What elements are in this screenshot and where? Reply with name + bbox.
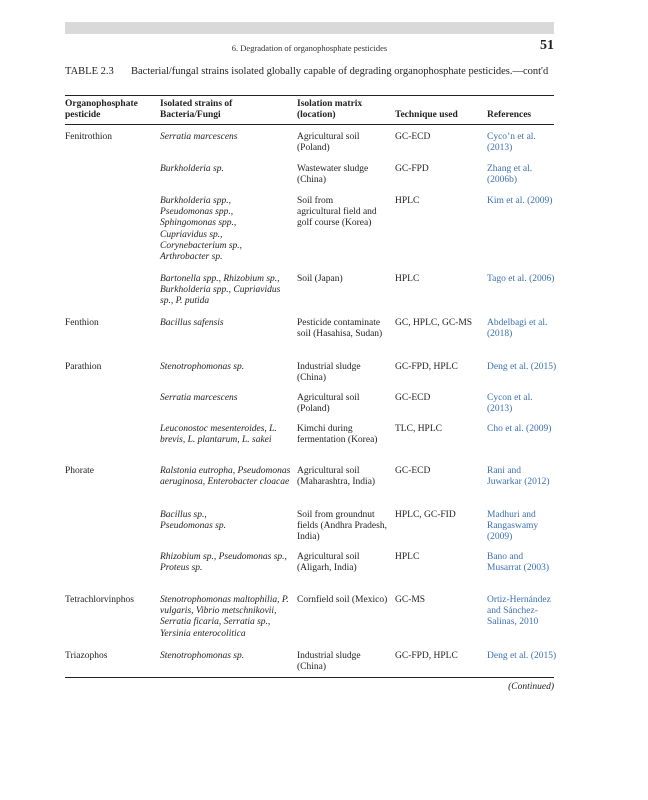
cell-matrix: Soil from groundnut fields (Andhra Pradesh, India) — [297, 510, 387, 543]
running-head — [65, 38, 554, 57]
cell-technique: GC, HPLC, GC-MS — [395, 318, 473, 328]
cell-strains: Stenotrophomonas maltophilia, P. vulgaris, Vibrio metschnikovii, Serratia ficaria, Serratia sp., Yersinia enterocolitica — [160, 595, 289, 639]
cell-strains: Leuconostoc mesenteroides, L. brevis, L. plantarum, L. sakei — [160, 424, 277, 446]
cell-strains: Serratia marcescens — [160, 393, 238, 403]
cell-pesticide: Tetrachlorvinphos — [65, 595, 134, 605]
cell-matrix: Soil from agricultural field and golf course (Korea) — [297, 196, 377, 229]
cell-strains: Bartonella spp., Rhizobium sp., Burkholderia spp., Cupriavidus sp., P. putida — [160, 274, 281, 307]
cell-reference-link[interactable]: Deng et al. (2015) — [487, 651, 557, 661]
cell-technique: GC-ECD — [395, 132, 431, 142]
cell-strains: Rhizobium sp., Pseudomonas sp., Proteus sp. — [160, 552, 287, 574]
cell-pesticide: Fenthion — [65, 318, 99, 328]
cell-technique: GC-FPD — [395, 164, 429, 174]
cell-matrix: Agricultural soil (Poland) — [297, 393, 360, 415]
top-gray-bar — [65, 22, 554, 34]
cell-matrix: Agricultural soil (Maharashtra, India) — [297, 466, 376, 488]
column-header-strains: Isolated strains of Bacteria/Fungi — [160, 99, 233, 120]
cell-reference-link[interactable]: Rani and Juwarkar (2012) — [487, 466, 550, 488]
cell-technique: HPLC — [395, 196, 420, 206]
cell-technique: TLC, HPLC — [395, 424, 442, 434]
cell-technique: GC-FPD, HPLC — [395, 362, 458, 372]
cell-technique: HPLC, GC-FID — [395, 510, 456, 520]
cell-pesticide: Fenitrothion — [65, 132, 112, 142]
cell-reference-link[interactable]: Ortiz-Hernández and Sánchez-Salinas, 2010 — [487, 595, 551, 628]
column-header-technique: Technique used — [395, 110, 458, 120]
cell-strains: Bacillus safensis — [160, 318, 224, 328]
running-title: 6. Degradation of organophosphate pesticides — [231, 43, 388, 53]
cell-reference-link[interactable]: Deng et al. (2015) — [487, 362, 557, 372]
cell-matrix: Industrial sludge (China) — [297, 651, 361, 673]
cell-reference-link[interactable]: Zhang et al. (2006b) — [487, 164, 533, 186]
cell-matrix: Kimchi during fermentation (Korea) — [297, 424, 378, 446]
cell-reference-link[interactable]: Tago et al. (2006) — [487, 274, 555, 284]
cell-reference-link[interactable]: Kim et al. (2009) — [487, 196, 553, 206]
cell-technique: HPLC — [395, 552, 420, 562]
cell-reference-link[interactable]: Abdelbagi et al. (2018) — [487, 318, 548, 340]
cell-technique: GC-MS — [395, 595, 426, 605]
table-title: Bacterial/fungal strains isolated globally capable of degrading organophosphate pesticides.—cont'd — [131, 66, 549, 77]
table-header-rule — [65, 124, 554, 125]
cell-technique: GC-ECD — [395, 466, 431, 476]
cell-pesticide: Phorate — [65, 466, 95, 476]
cell-reference-link[interactable]: Cyco’n et al. (2013) — [487, 132, 536, 154]
cell-reference-link[interactable]: Madhuri and Rangaswamy (2009) — [487, 510, 539, 543]
cell-matrix: Cornfield soil (Mexico) — [297, 595, 388, 605]
page-number: 51 — [540, 38, 554, 53]
cell-matrix: Wastewater sludge (China) — [297, 164, 369, 186]
cell-strains: Stenotrophomonas sp. — [160, 651, 245, 661]
cell-matrix: Agricultural soil (Aligarh, India) — [297, 552, 360, 574]
cell-reference-link[interactable]: Bano and Musarrat (2003) — [487, 552, 549, 574]
cell-technique: GC-FPD, HPLC — [395, 651, 458, 661]
cell-strains: Bacillus sp., Pseudomonas sp. — [160, 510, 226, 532]
cell-reference-link[interactable]: Cho et al. (2009) — [487, 424, 552, 434]
table-bottom-rule — [65, 677, 554, 678]
cell-strains: Serratia marcescens — [160, 132, 238, 142]
table-label: TABLE 2.3 — [65, 66, 114, 77]
cell-pesticide: Triazophos — [65, 651, 108, 661]
column-header-references: References — [487, 110, 532, 120]
cell-matrix: Soil (Japan) — [297, 274, 343, 284]
cell-strains: Stenotrophomonas sp. — [160, 362, 245, 372]
cell-strains: Ralstonia eutropha, Pseudomonas aeruginosa, Enterobacter cloacae — [160, 466, 291, 488]
cell-matrix: Pesticide contaminate soil (Hasahisa, Sudan) — [297, 318, 383, 340]
table-top-rule — [65, 95, 554, 96]
column-header-matrix: Isolation matrix (location) — [297, 99, 363, 120]
cell-strains: Burkholderia sp. — [160, 164, 224, 174]
cell-matrix: Industrial sludge (China) — [297, 362, 361, 384]
column-header-pesticide: Organophosphate pesticide — [65, 99, 138, 120]
cell-matrix: Agricultural soil (Poland) — [297, 132, 360, 154]
cell-technique: HPLC — [395, 274, 420, 284]
cell-reference-link[interactable]: Cycon et al. (2013) — [487, 393, 533, 415]
cell-pesticide: Parathion — [65, 362, 102, 372]
cell-technique: GC-ECD — [395, 393, 431, 403]
cell-strains: Burkholderia spp., Pseudomonas spp., Sphingomonas spp., Cupriavidus sp., Corynebacterium sp., Arthrobacter sp. — [160, 196, 243, 263]
continued-note: (Continued) — [508, 682, 554, 692]
